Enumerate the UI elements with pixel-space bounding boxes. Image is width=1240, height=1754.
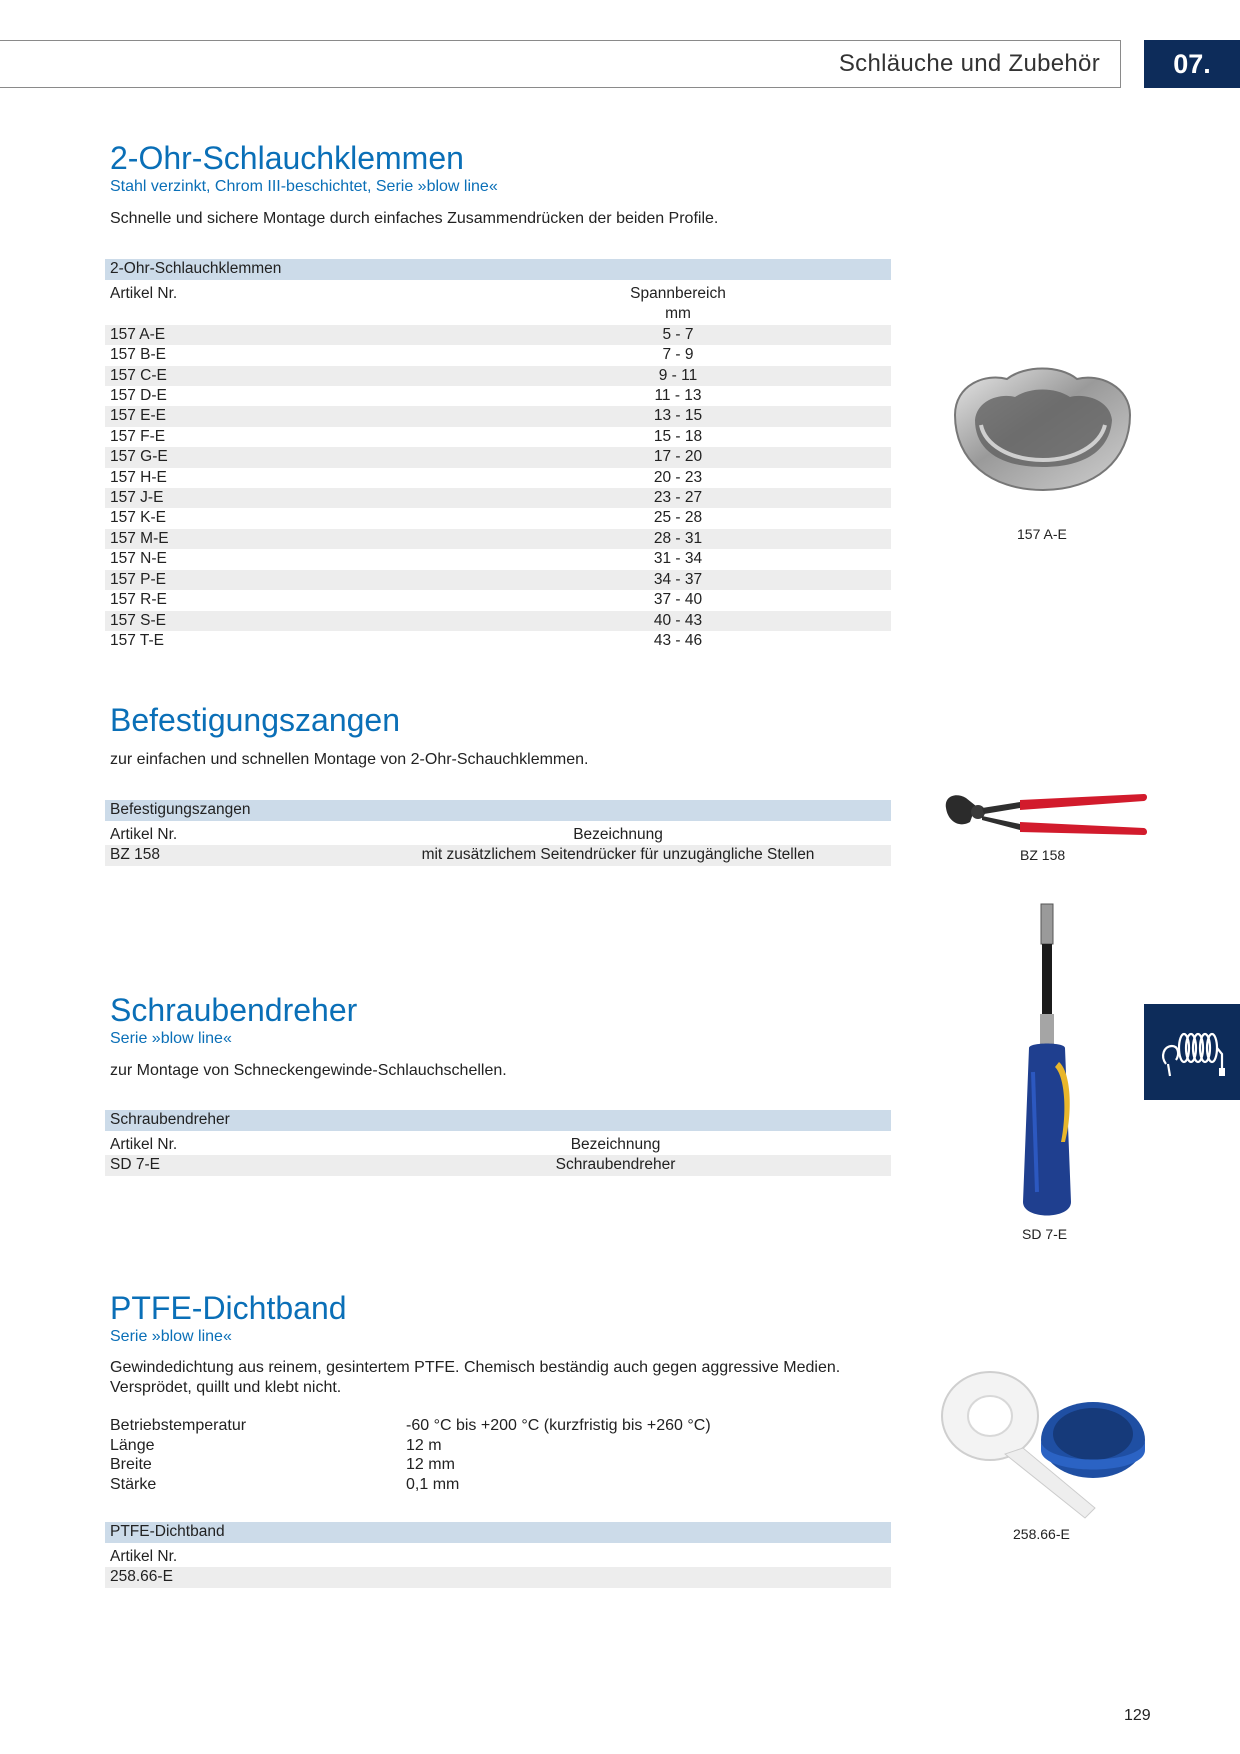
subtitle-ptfe: Serie »blow line«	[110, 1328, 232, 1345]
table-caption: Schraubendreher	[105, 1110, 891, 1131]
specs-ptfe	[110, 1416, 711, 1494]
coiled-hose-icon	[1158, 1024, 1228, 1080]
cell-range: 23 - 27	[465, 488, 891, 508]
desc-pliers: zur einfachen und schnellen Montage von 2-Ohr-Schauchklemmen.	[110, 751, 589, 768]
caption-clamp: 157 A-E	[1017, 526, 1067, 542]
cell-range: 20 - 23	[653, 468, 703, 486]
caption-ptfe: 258.66-E	[1013, 1526, 1070, 1542]
header-bar	[0, 40, 1121, 88]
spec-row	[110, 1455, 711, 1475]
page-number: 129	[1124, 1707, 1151, 1724]
section-title-pliers: Befestigungszangen	[110, 702, 400, 738]
table-caption: 2-Ohr-Schlauchklemmen	[105, 259, 891, 280]
pliers-image	[940, 788, 1150, 840]
header-title: Schläuche und Zubehör	[838, 50, 1100, 77]
cell-article: 157 D-E	[110, 387, 167, 405]
col-header-description: Bezeichnung	[573, 826, 663, 843]
table-row	[105, 549, 891, 569]
desc-clamps: Schnelle und sichere Montage durch einfaches Zusammendrücken der beiden Profile.	[110, 210, 719, 227]
cell-article: 157 T-E	[110, 631, 165, 649]
subtitle-clamps: Stahl verzinkt, Chrom III-beschichtet, Serie »blow line«	[110, 178, 498, 195]
table-clamps	[105, 259, 891, 651]
cell-range: 11 - 13	[654, 387, 702, 405]
table-row	[105, 386, 891, 406]
table-row	[105, 845, 891, 865]
table-row	[105, 1155, 891, 1175]
table-row	[105, 590, 891, 610]
col-header-range-label: Spannbereich	[630, 285, 726, 302]
col-header-description: Bezeichnung	[570, 1136, 661, 1153]
cell-article: 157 J-E	[105, 488, 465, 508]
cell-description: mit zusätzlichem Seitendrücker für unzugängliche Stellen	[345, 845, 891, 865]
spec-value: 12 m	[406, 1436, 442, 1454]
cell-article: 157 G-E	[105, 447, 465, 467]
caption-screwdriver: SD 7-E	[1022, 1226, 1068, 1242]
cell-range: 28 - 31	[465, 529, 891, 549]
cell-article: 157 S-E	[105, 611, 465, 631]
col-header-article: Artikel Nr.	[110, 1136, 178, 1153]
spec-key: Betriebstemperatur	[110, 1417, 247, 1434]
table-ptfe	[105, 1522, 891, 1588]
cell-article: SD 7-E	[105, 1155, 405, 1175]
col-header-range	[465, 280, 891, 304]
cell-article: 258.66-E	[105, 1567, 891, 1587]
table-caption: PTFE-Dichtband	[105, 1522, 891, 1543]
table-screwdriver	[105, 1110, 891, 1176]
hose-clamp-image	[945, 365, 1140, 495]
table-row	[105, 468, 891, 488]
spec-key: Breite	[110, 1456, 152, 1473]
table-row	[105, 611, 891, 631]
col-header-article: Artikel Nr.	[110, 1548, 178, 1565]
desc-ptfe-line2: Versprödet, quillt und klebt nicht.	[110, 1379, 342, 1396]
cell-range: 31 - 34	[653, 550, 703, 568]
table-row	[105, 366, 891, 386]
section-title-clamps: 2-Ohr-Schlauchklemmen	[110, 140, 464, 176]
spec-row	[110, 1436, 711, 1456]
cell-article: 157 B-E	[110, 346, 167, 364]
table-row	[105, 325, 891, 345]
subtitle-screwdriver: Serie »blow line«	[110, 1030, 232, 1047]
table-row	[105, 1567, 891, 1587]
table-row	[105, 631, 891, 651]
cell-description: Schraubendreher	[405, 1155, 891, 1175]
cell-range: 25 - 28	[653, 509, 703, 527]
cell-article: 157 K-E	[110, 509, 167, 527]
chapter-side-tab	[1144, 1004, 1240, 1100]
section-title-screwdriver: Schraubendreher	[110, 992, 358, 1028]
cell-article: 157 N-E	[110, 550, 167, 568]
cell-range: 9 - 11	[465, 366, 891, 386]
table-row	[105, 570, 891, 590]
cell-article: 157 R-E	[110, 591, 167, 609]
cell-article: 157 C-E	[105, 366, 465, 386]
cell-article: 157 M-E	[105, 529, 465, 549]
cell-article: 157 H-E	[110, 468, 167, 486]
cell-range: 34 - 37	[465, 570, 891, 590]
spec-row	[110, 1475, 711, 1495]
col-header-unit: mm	[665, 305, 691, 323]
cell-range: 37 - 40	[653, 591, 703, 609]
table-row	[105, 529, 891, 549]
cell-article: 157 A-E	[105, 325, 465, 345]
desc-ptfe	[110, 1358, 840, 1398]
cell-article: 157 E-E	[105, 406, 465, 426]
section-title-ptfe: PTFE-Dichtband	[110, 1290, 347, 1326]
ptfe-tape-image	[935, 1368, 1150, 1520]
cell-range: 13 - 15	[465, 406, 891, 426]
spec-value: -60 °C bis +200 °C (kurzfristig bis +260 °C)	[406, 1417, 711, 1434]
cell-range: 43 - 46	[653, 631, 703, 649]
table-pliers	[105, 800, 891, 866]
table-caption: Befestigungszangen	[105, 800, 891, 821]
cell-article: 157 F-E	[110, 427, 166, 445]
spec-key: Stärke	[110, 1475, 157, 1493]
table-row	[105, 488, 891, 508]
cell-range: 7 - 9	[662, 346, 694, 364]
table-row	[105, 406, 891, 426]
chapter-number: 07.	[1144, 40, 1240, 88]
table-row	[105, 345, 891, 365]
cell-article: BZ 158	[105, 845, 345, 865]
desc-ptfe-line1: Gewindedichtung aus reinem, gesintertem PTFE. Chemisch beständig auch gegen aggressive Medien.	[110, 1359, 841, 1376]
screwdriver-image	[985, 902, 1095, 1222]
spec-value: 12 mm	[406, 1456, 455, 1473]
table-row	[105, 508, 891, 528]
spec-key: Länge	[110, 1436, 155, 1454]
caption-pliers: BZ 158	[1020, 847, 1066, 863]
cell-range: 15 - 18	[653, 427, 703, 445]
cell-range: 5 - 7	[465, 325, 891, 345]
cell-article: 157 P-E	[105, 570, 465, 590]
table-row	[105, 427, 891, 447]
spec-value: 0,1 mm	[406, 1475, 460, 1493]
table-row	[105, 447, 891, 467]
col-header-article: Artikel Nr.	[110, 285, 178, 302]
cell-range: 40 - 43	[465, 611, 891, 631]
desc-screwdriver: zur Montage von Schneckengewinde-Schlauchschellen.	[110, 1062, 507, 1079]
col-header-article: Artikel Nr.	[110, 826, 178, 843]
spec-row	[110, 1416, 711, 1436]
cell-range: 17 - 20	[465, 447, 891, 467]
